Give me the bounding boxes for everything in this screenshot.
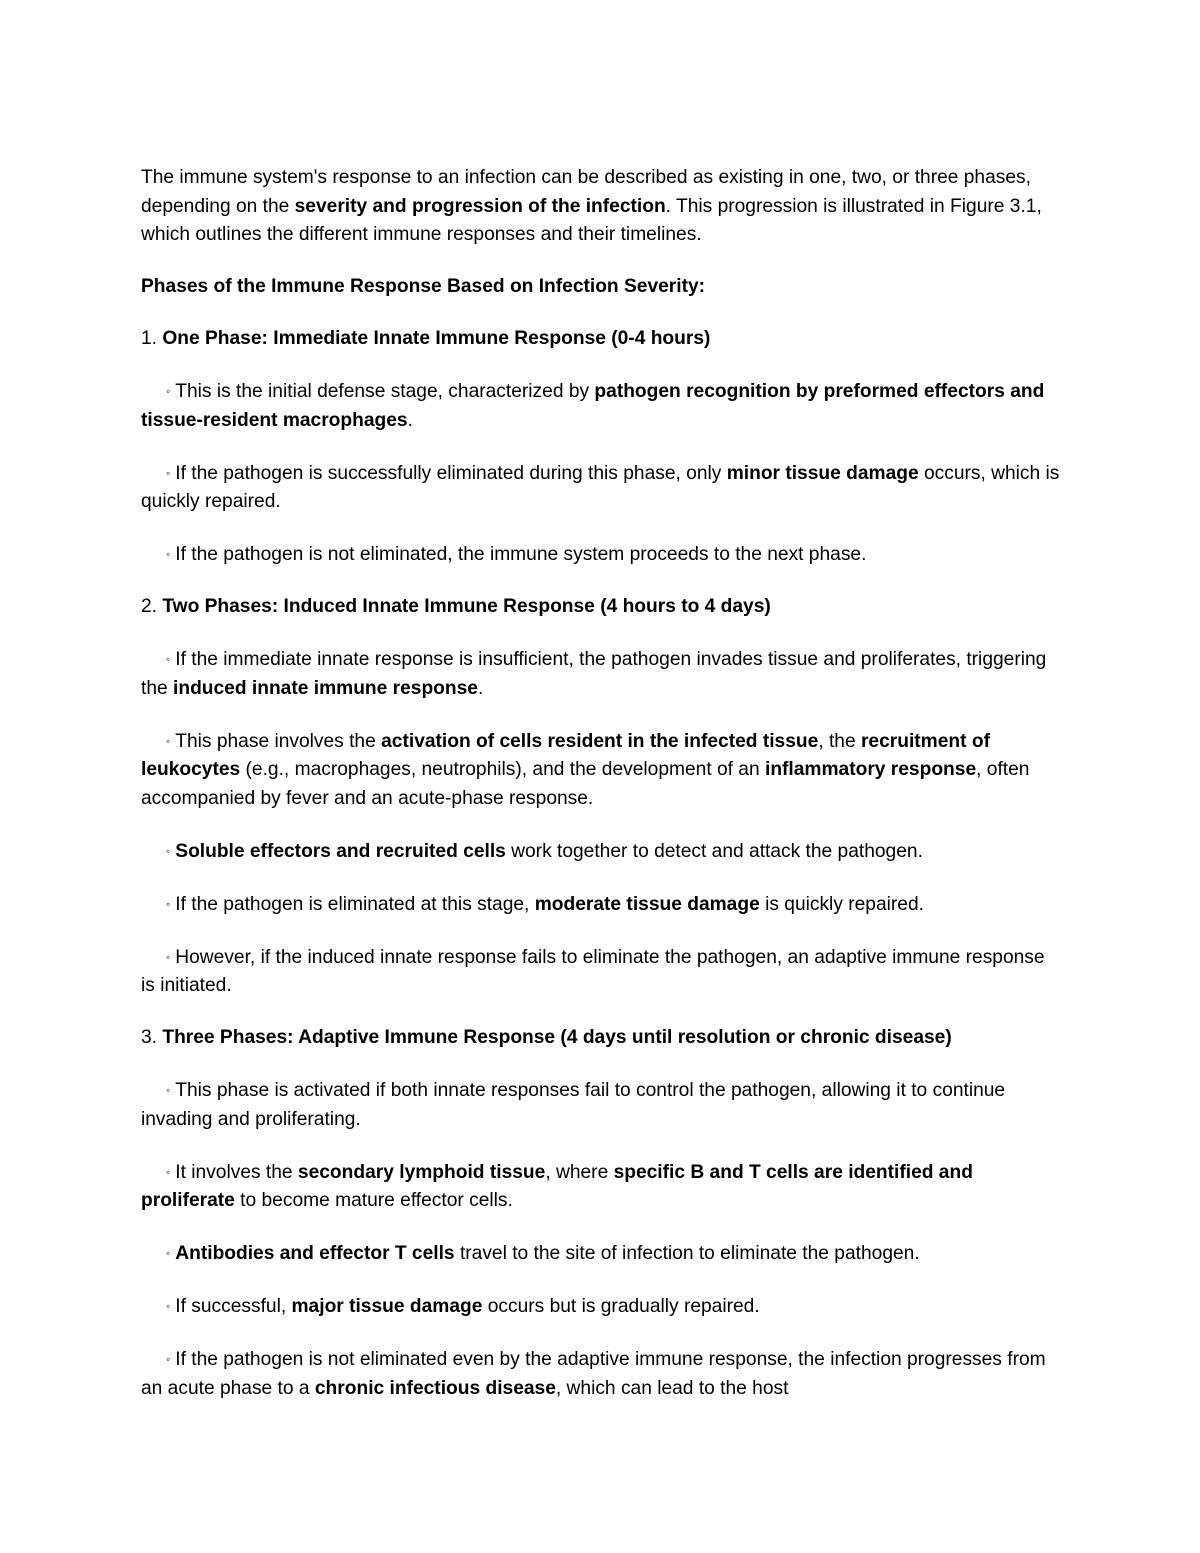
phase-2-bullet-2 <box>141 727 1061 814</box>
bullet-text: If the pathogen is not eliminated, the immune system proceeds to the next phase. <box>175 544 867 565</box>
bullet-text: . <box>477 677 484 699</box>
phase-title-text: One Phase: Immediate Innate Immune Response (0-4 hours) <box>162 328 711 349</box>
bullet-text: This is the initial defense stage, characterized by <box>175 381 595 402</box>
phase-2-bullet-1 <box>141 645 1061 703</box>
bullet-text: is quickly repaired. <box>759 893 924 915</box>
bullet-text: This phase involves the <box>175 730 382 752</box>
phase-2-bullet-3 <box>141 837 1061 867</box>
intro-bold: severity and progression of the infection <box>294 195 666 217</box>
bullet-bold: Antibodies and effector T cells <box>175 1243 455 1264</box>
bullet-marker: ◦ <box>166 1164 171 1179</box>
phase-3-bullet-1 <box>141 1076 1061 1134</box>
bullet-text: . <box>407 409 413 431</box>
bullet-bold: inflammatory response <box>764 759 977 780</box>
document-page <box>141 164 1061 1427</box>
bullet-text: It involves the <box>175 1161 298 1183</box>
bullet-text: If successful, <box>175 1296 292 1317</box>
phase-number: 1. <box>141 328 163 349</box>
intro-text: The immune system's response to an infection can be described as existing in one, two, or three phases, depending on the <box>141 167 1031 217</box>
bullet-text: occurs, which is quickly repaired. <box>141 462 1060 512</box>
bullet-text: If the immediate innate response is insufficient, the pathogen invades tissue and proliferates, triggering the <box>141 649 1047 699</box>
bullet-text: to become mature effector cells. <box>234 1190 513 1211</box>
phase-1-bullet-1 <box>141 377 1061 435</box>
bullet-text: work together to detect and attack the pathogen. <box>505 840 923 862</box>
phase-1-bullet-3 <box>141 540 1061 570</box>
bullet-bold: recruitment of leukocytes <box>141 730 990 780</box>
bullet-bold: pathogen recognition by preformed effectors and tissue-resident macrophages <box>141 381 1045 431</box>
bullet-bold: minor tissue damage <box>726 462 919 484</box>
bullet-text: However, if the induced innate response fails to eliminate the pathogen, an adaptive immune response is initiated. <box>141 946 1045 996</box>
bullet-marker: ◦ <box>166 384 171 398</box>
bullet-text: , the <box>818 730 861 752</box>
bullet-text: , which can lead to the host <box>555 1377 789 1399</box>
phase-2-bullet-4 <box>141 890 1061 920</box>
intro-paragraph <box>141 164 1061 250</box>
bullet-marker: ◦ <box>166 652 171 666</box>
phase-title-text: Three Phases: Adaptive Immune Response (4 days until resolution or chronic disease) <box>162 1027 952 1048</box>
bullet-text: , where <box>545 1161 614 1183</box>
bullet-text: If the pathogen is successfully eliminated during this phase, only <box>175 462 727 484</box>
phase-2-bullet-5 <box>141 943 1061 1001</box>
bullet-bold: activation of cells resident in the infected tissue <box>381 730 819 752</box>
bullet-marker: ◦ <box>166 547 171 561</box>
phase-number: 2. <box>141 596 163 617</box>
intro-text-2: . This progression is illustrated in Figure 3.1, which outlines the different immune responses and their timelines. <box>141 195 1042 245</box>
bullet-bold: chronic infectious disease <box>314 1377 556 1399</box>
bullet-marker: ◦ <box>166 843 171 858</box>
phase-1-title <box>141 325 1061 354</box>
bullet-bold: secondary lymphoid tissue <box>297 1161 546 1183</box>
phase-3-bullet-3 <box>141 1239 1061 1269</box>
bullet-marker: ◦ <box>166 465 171 480</box>
bullet-bold: moderate tissue damage <box>534 893 760 915</box>
phase-3-title <box>141 1024 1061 1053</box>
bullet-marker: ◦ <box>166 1083 171 1097</box>
bullet-text: , often accompanied by fever and an acute-phase response. <box>141 759 1030 809</box>
phase-3-bullet-5 <box>141 1345 1061 1403</box>
bullet-bold: Soluble effectors and recruited cells <box>175 840 506 862</box>
bullet-marker: ◦ <box>166 949 171 964</box>
phase-number: 3. <box>141 1027 163 1048</box>
bullet-text: occurs but is gradually repaired. <box>482 1296 760 1317</box>
phase-2-title <box>141 593 1061 622</box>
bullet-bold: specific B and T cells are identified and proliferate <box>141 1161 973 1211</box>
bullet-text: If the pathogen is eliminated at this stage, <box>175 893 535 915</box>
bullet-text: This phase is activated if both innate responses fail to control the pathogen, allowing it to continue invading and proliferating. <box>141 1080 1006 1130</box>
bullet-marker: ◦ <box>166 1246 171 1260</box>
bullet-text: If the pathogen is not eliminated even by the adaptive immune response, the infection progresses from an acute phase to a <box>141 1349 1046 1399</box>
phase-title-text: Two Phases: Induced Innate Immune Response (4 hours to 4 days) <box>162 596 771 617</box>
bullet-marker: ◦ <box>166 733 171 748</box>
bullet-bold: induced innate immune response <box>173 677 478 699</box>
section-heading: Phases of the Immune Response Based on Infection Severity: <box>141 276 706 297</box>
bullet-marker: ◦ <box>166 1299 171 1313</box>
bullet-bold: major tissue damage <box>291 1296 483 1317</box>
bullet-text: travel to the site of infection to eliminate the pathogen. <box>454 1243 920 1264</box>
bullet-marker: ◦ <box>166 896 171 911</box>
phase-3-bullet-4 <box>141 1292 1061 1322</box>
bullet-text: (e.g., macrophages, neutrophils), and the development of an <box>240 759 765 780</box>
phase-1-bullet-2 <box>141 459 1061 517</box>
phase-3-bullet-2 <box>141 1158 1061 1216</box>
bullet-marker: ◦ <box>166 1352 171 1366</box>
